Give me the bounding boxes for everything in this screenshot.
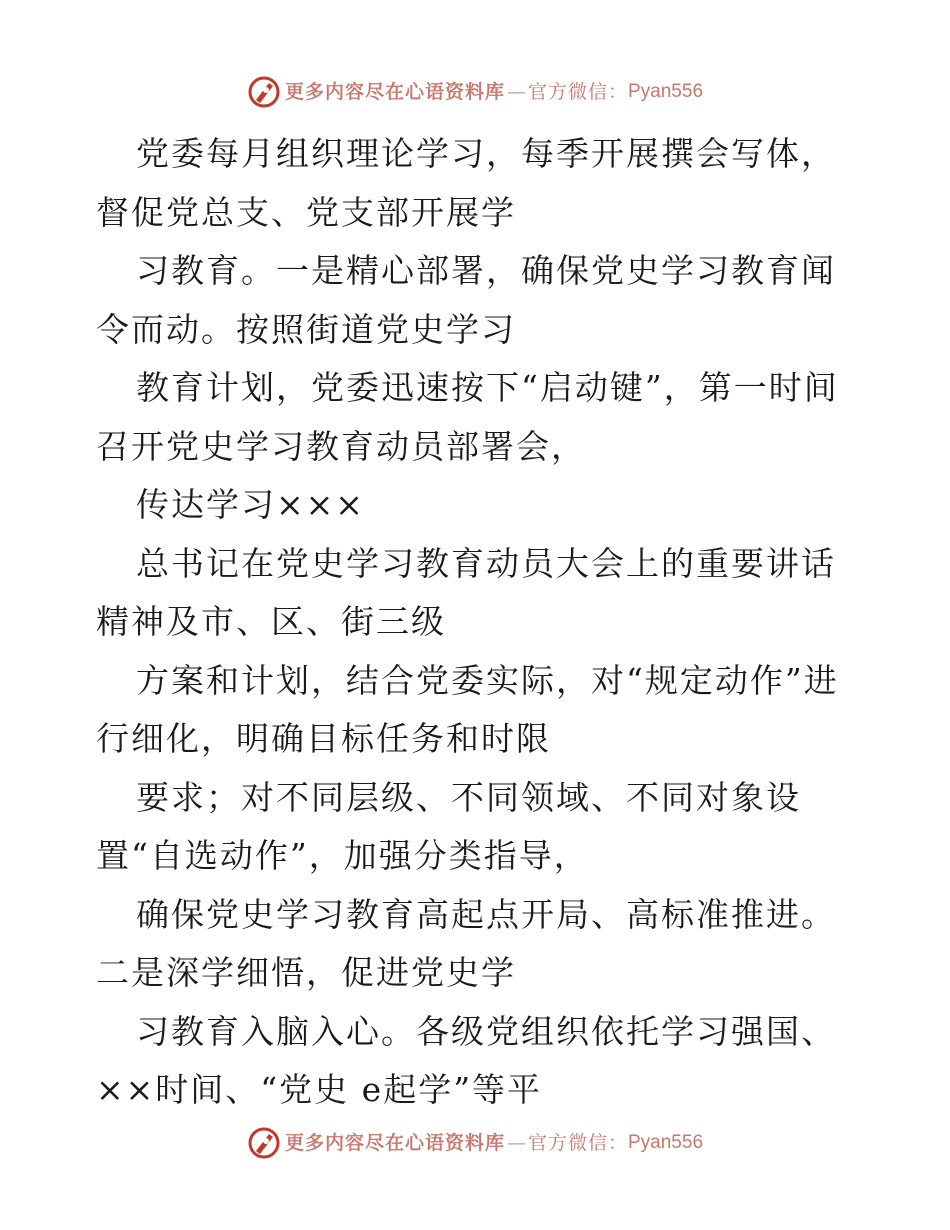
banner-separator: — (506, 1132, 526, 1154)
header-banner (0, 75, 950, 109)
paragraph: 教育计划，党委迅速按下“启动键”，第一时间召开党史学习教育动员部署会， (96, 368, 839, 466)
banner-brand: 更多内容尽在心语资料库 (284, 81, 505, 103)
banner-wechat-id: Pyan556 (628, 81, 704, 102)
paragraph: 传达学习××× (136, 485, 365, 524)
banner-wechat-id: Pyan556 (628, 1132, 704, 1153)
paragraph: 确保党史学习教育高起点开局、高标准推进。二是深学细悟，促进党史学 (96, 894, 836, 992)
paragraph: 党委每月组织理论学习，每季开展撰会写体，督促党总支、党支部开展学 (96, 134, 836, 232)
banner-wechat-label: 官方微信： (527, 81, 628, 103)
paragraph: 习教育入脑入心。各级党组织依托学习强国、××时间、“党史 e起学”等平 (96, 1011, 836, 1109)
paragraph: 总书记在党史学习教育动员大会上的重要讲话精神及市、区、街三级 (96, 543, 836, 641)
paragraph: 方案和计划，结合党委实际，对“规定动作”进行细化，明确目标任务和时限 (96, 660, 839, 758)
banner-brand: 更多内容尽在心语资料库 (284, 1132, 505, 1154)
pen-logo-icon (247, 75, 281, 109)
pen-logo-icon (247, 1126, 281, 1160)
document-body (96, 125, 854, 1120)
banner-separator: — (506, 81, 526, 103)
banner-wechat-label: 官方微信： (527, 1132, 628, 1154)
footer-banner (0, 1126, 950, 1160)
paragraph: 要求；对不同层级、不同领域、不同对象设置“自选动作”，加强分类指导， (96, 777, 801, 875)
paragraph: 习教育。一是精心部署，确保党史学习教育闻令而动。按照街道党史学习 (96, 251, 836, 349)
